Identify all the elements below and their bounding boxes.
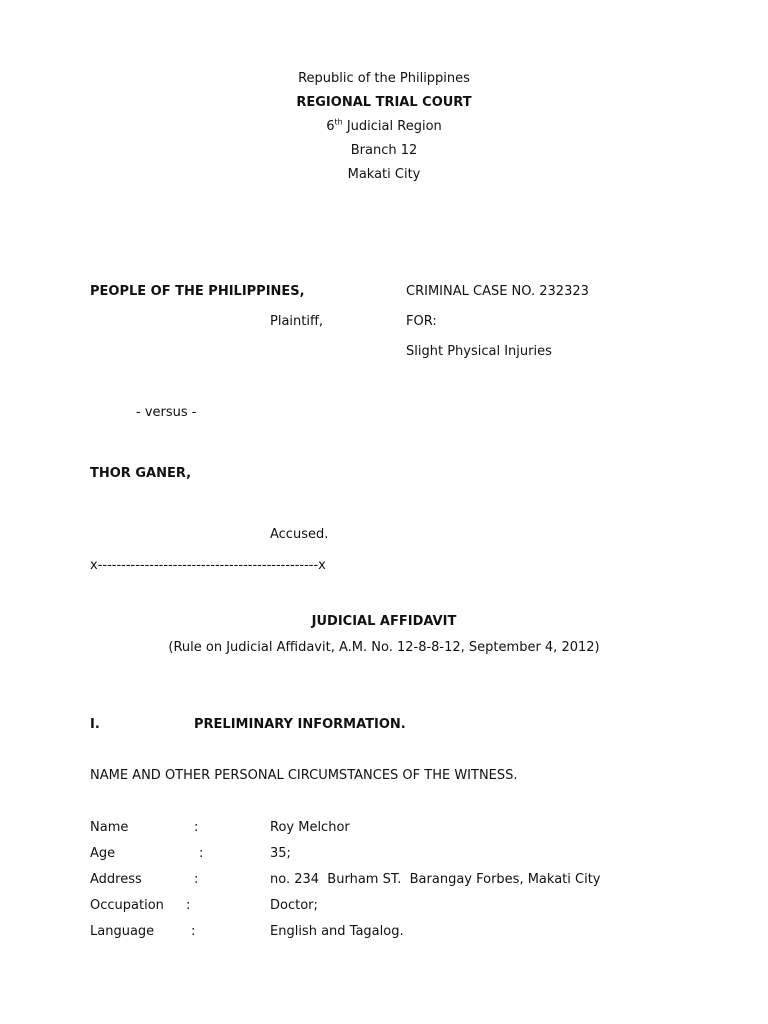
witness-value-language: English and Tagalog. [270,924,404,939]
document-subtitle: (Rule on Judicial Affidavit, A.M. No. 12-8-8-12, September 4, 2012) [168,640,600,655]
court-name: REGIONAL TRIAL COURT [296,95,472,110]
region-suffix: th [334,117,343,127]
republic-line: Republic of the Philippines [298,71,470,86]
case-number: CRIMINAL CASE NO. 232323 [406,284,589,299]
witness-label-address: Address [90,872,142,887]
section-heading: PRELIMINARY INFORMATION. [194,717,406,732]
branch-line: Branch 12 [350,143,418,158]
judicial-region [0,119,768,135]
region-number: 6 [326,119,335,134]
offense: Slight Physical Injuries [406,344,552,359]
witness-colon-age: : [199,846,204,861]
accused-name: THOR GANER, [90,466,192,481]
witness-colon-language: : [191,924,196,939]
witness-label-name: Name [90,820,129,835]
plaintiff-role: Plaintiff, [270,314,324,329]
plaintiff-name: PEOPLE OF THE PHILIPPINES, [90,284,305,299]
witness-value-occupation: Doctor; [270,898,318,913]
section-number: I. [90,717,100,732]
city-line: Makati City [347,167,421,182]
witness-value-age: 35; [270,846,291,861]
witness-label-age: Age [90,846,116,861]
accused-role: Accused. [270,527,329,542]
witness-colon-name: : [194,820,199,835]
region-rest: Judicial Region [342,119,442,134]
versus-line: - versus - [136,405,197,420]
witness-label-language: Language [90,924,155,939]
caption-separator: x-----------------------------------------------x [90,558,326,573]
document-title: JUDICIAL AFFIDAVIT [311,614,457,629]
section-intro: NAME AND OTHER PERSONAL CIRCUMSTANCES OF THE WITNESS. [90,768,518,783]
witness-colon-address: : [194,872,199,887]
witness-colon-occupation: : [186,898,191,913]
witness-value-address: no. 234 Burham ST. Barangay Forbes, Makati City [270,872,601,887]
for-label: FOR: [406,314,437,329]
witness-value-name: Roy Melchor [270,820,350,835]
witness-label-occupation: Occupation [90,898,164,913]
